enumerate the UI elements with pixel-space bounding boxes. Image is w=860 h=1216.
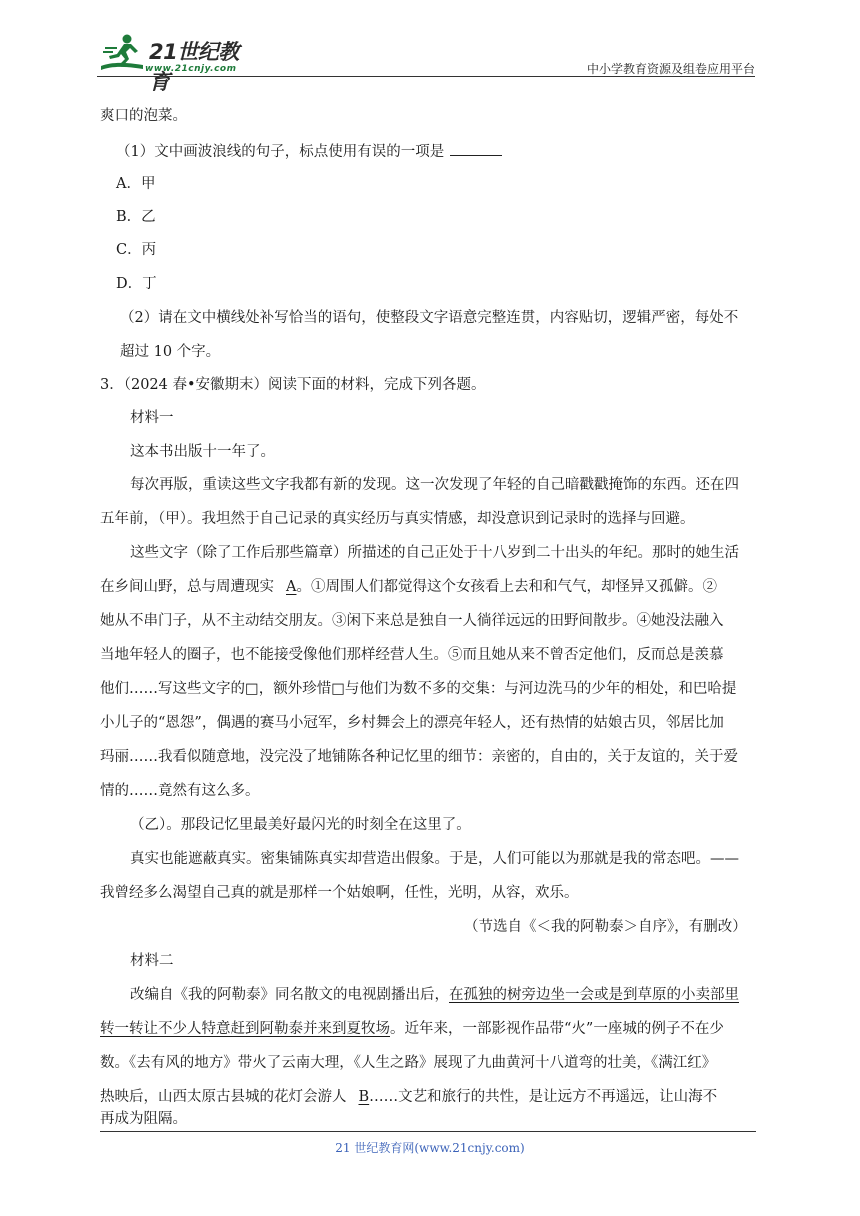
paragraph-line: 他们……写这些文字的□，额外珍惜□与他们为数不多的交集：与河边洗马的少年的相处，和巴哈提: [100, 681, 737, 697]
question-2-cont: 超过 10 个字。: [120, 344, 221, 360]
option-a: A．甲: [116, 176, 156, 192]
paragraph-line: 每次再版，重读这些文字我都有新的发现。这一次发现了年轻的自己暗戳戳掩饰的东西。还在四: [130, 477, 739, 493]
paragraph-line: 小儿子的“恩怨”，偶遇的赛马小冠军，乡村舞会上的漂亮年轻人，还有热情的姑娘古贝，邻居比加: [100, 715, 724, 731]
text-segment: 改编自《我的阿勒泰》同名散文的电视剧播出后，: [130, 987, 449, 1003]
underlined-sentence: 转一转让不少人特意赶到阿勒泰并来到夏牧场: [100, 1021, 390, 1037]
fill-blank-b: B: [358, 1089, 370, 1105]
header-divider: [97, 76, 755, 77]
question-3-heading: 3．（2024 春•安徽期末）阅读下面的材料，完成下列各题。: [100, 377, 486, 393]
runner-logo-icon: [97, 32, 147, 76]
underlined-sentence: 在孤独的树旁边坐一会或是到草原的小卖部里: [449, 987, 739, 1003]
paragraph-line: 我曾经多么渴望自己真的就是那样一个姑娘啊，任性，光明，从容，欢乐。: [100, 885, 579, 901]
question-1: [116, 141, 502, 162]
paragraph-line: 再成为阻隔。: [100, 1111, 187, 1127]
text-segment: 热映后，山西太原古县城的花灯会游人: [100, 1089, 347, 1105]
paragraph-line: 玛丽……我看似随意地，没完没了地铺陈各种记忆里的细节：亲密的，自由的，关于友谊的，关于爱: [100, 749, 738, 765]
option-c: C．丙: [116, 242, 157, 258]
footer-link[interactable]: 21 世纪教育网(www.21cnjy.com): [335, 1141, 525, 1155]
paragraph-line: 当地年轻人的圈子，也不能接受像他们那样经营人生。⑤而且她从来不曾否定他们，反而总是羡慕: [100, 647, 724, 663]
paragraph-line: （乙）。那段记忆里最美好最闪光的时刻全在这里了。: [130, 817, 471, 833]
paragraph-line: 数。《去有风的地方》带火了云南大理，《人生之路》展现了九曲黄河十八道弯的壮美，《满江红》: [100, 1055, 717, 1071]
paragraph-line: [100, 1019, 724, 1039]
site-logo[interactable]: [97, 32, 257, 94]
text-line: 爽口的泡菜。: [100, 108, 187, 124]
page-header: [97, 28, 755, 94]
platform-name: 中小学教育资源及组卷应用平台: [586, 62, 755, 76]
paragraph-line: 这本书出版十一年了。: [130, 444, 275, 460]
text-segment: 。①周围人们都觉得这个女孩看上去和和气气，却怪异又孤僻。②: [296, 579, 717, 595]
paragraph-line: 情的……竟然有这么多。: [100, 783, 260, 799]
paragraph-line: 这些文字（除了工作后那些篇章）所描述的自己正处于十八岁到二十出头的年纪。那时的她生活: [130, 545, 739, 561]
paragraph-line: [130, 985, 739, 1005]
paragraph-line: [100, 1087, 717, 1107]
text-segment: 。近年来，一部影视作品带“火”一座城的例子不在少: [390, 1021, 724, 1037]
footer-divider: [100, 1131, 756, 1132]
text-segment: ……文艺和旅行的共性，是让远方不再遥远，让山海不: [369, 1089, 718, 1105]
question-1-text: （1）文中画波浪线的句子，标点使用有误的一项是: [116, 144, 445, 160]
paragraph-line: 她从不串门子，从不主动结交朋友。③闲下来总是独自一人徜徉远远的田野间散步。④她没法融入: [100, 613, 724, 629]
material-2-title: 材料二: [130, 953, 174, 969]
text-segment: 在乡间山野，总与周遭现实: [100, 579, 274, 595]
paragraph-line: 真实也能遮蔽真实。密集铺陈真实却营造出假象。于是，人们可能以为那就是我的常态吧。——: [130, 851, 739, 867]
source-note: （节选自《＜我的阿勒泰＞自序》，有删改）: [464, 919, 747, 935]
option-b: B．乙: [116, 209, 156, 225]
question-2: （2）请在文中横线处补写恰当的语句，使整段文字语意完整连贯，内容贴切，逻辑严密，每处不: [120, 310, 739, 326]
logo-text: 21世纪教育: [149, 40, 239, 94]
fill-blank-a: A: [286, 579, 297, 595]
paragraph-line: 五年前，（甲）。我坦然于自己记录的真实经历与真实情感，却没意识到记录时的选择与回避。: [100, 511, 695, 527]
paragraph-line: [100, 577, 717, 597]
option-d: D．丁: [116, 276, 157, 292]
material-1-title: 材料一: [130, 410, 174, 426]
logo-url: www.21cnjy.com: [145, 64, 237, 74]
answer-blank: [450, 141, 502, 156]
